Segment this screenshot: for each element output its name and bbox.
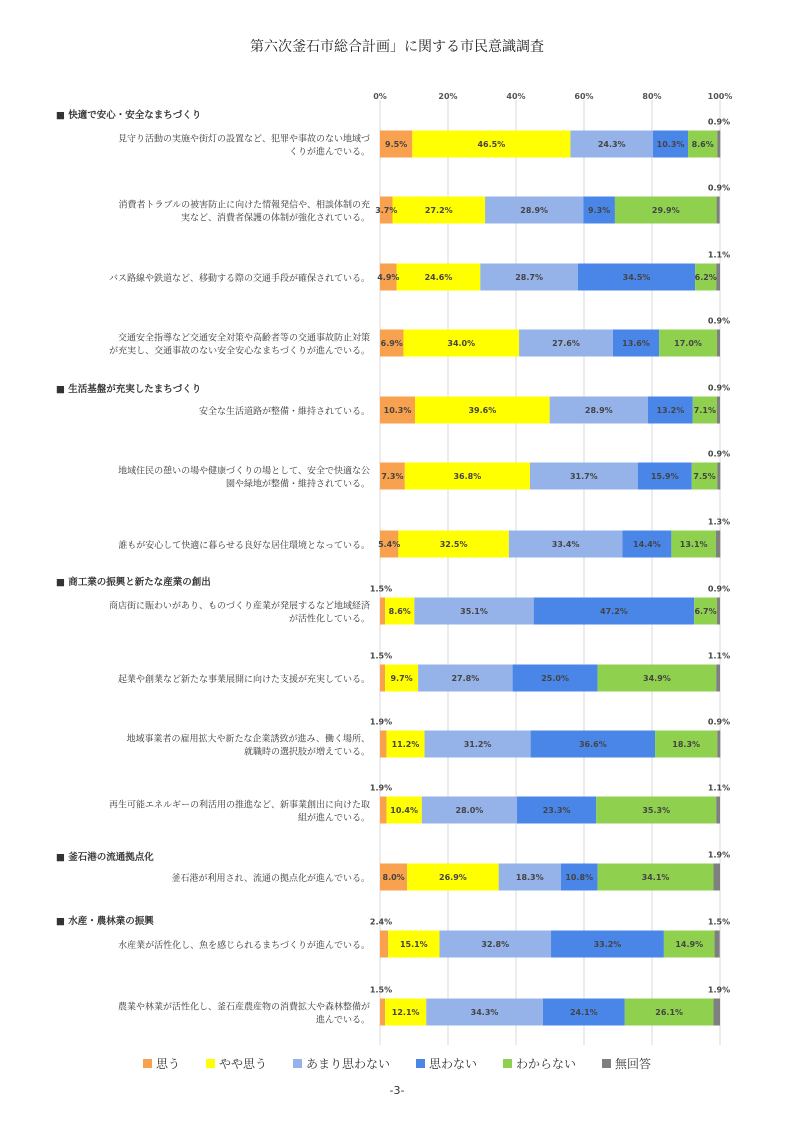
data-label: 1.5% — [369, 584, 393, 594]
bar-segment — [716, 797, 720, 824]
legend-item — [503, 1055, 576, 1072]
section-heading: ■ 商工業の振興と新たな産業の創出 — [56, 577, 211, 588]
legend-item — [143, 1055, 180, 1072]
data-label: 0.9% — [707, 584, 731, 594]
legend — [0, 1055, 794, 1072]
x-tick-label: 20% — [438, 92, 458, 101]
data-label: 15.9% — [650, 472, 679, 481]
data-label: 36.6% — [578, 740, 607, 749]
bar-segment — [715, 931, 720, 958]
x-tick-label: 80% — [642, 92, 662, 101]
data-label: 4.9% — [377, 273, 400, 282]
data-label: 1.5% — [707, 917, 731, 927]
data-label: 34.5% — [622, 273, 651, 282]
data-label: 1.9% — [707, 985, 731, 995]
data-label: 39.6% — [468, 406, 497, 415]
bar-segment — [380, 999, 385, 1026]
row-label: 就職時の選択肢が増えている。 — [243, 747, 370, 758]
data-label: 24.1% — [569, 1008, 598, 1017]
data-label: 0.9% — [707, 449, 731, 459]
data-label: 32.8% — [481, 940, 510, 949]
section-heading: ■ 快適で安心・安全なまちづくり — [56, 110, 202, 121]
bar-segment — [717, 397, 720, 424]
data-label: 8.6% — [388, 607, 411, 616]
page-number: -3- — [389, 1084, 405, 1097]
data-label: 10.8% — [565, 873, 594, 882]
legend-swatch — [602, 1059, 611, 1068]
x-tick-label: 40% — [506, 92, 526, 101]
bar-segment — [714, 864, 720, 891]
data-label: 7.1% — [693, 406, 716, 415]
data-label: 12.1% — [391, 1008, 420, 1017]
legend-label: わからない — [516, 1057, 577, 1071]
row-label: 安全な生活道路が整備・維持されている。 — [198, 407, 370, 417]
data-label: 34.3% — [470, 1008, 499, 1017]
data-label: 34.0% — [447, 339, 476, 348]
bar-segment — [716, 531, 720, 558]
row-label: 消費者トラブルの被害防止に向けた情報発信や、相談体制の充 — [118, 200, 370, 211]
data-label: 1.5% — [369, 651, 393, 661]
row-label: 釜石港が利用され、流通の拠点化が進んでいる。 — [171, 874, 370, 884]
data-label: 28.0% — [455, 806, 484, 815]
data-label: 23.3% — [542, 806, 571, 815]
bar-segment — [717, 197, 720, 224]
section-heading: ■ 生活基盤が充実したまちづくり — [56, 384, 202, 395]
data-label: 10.4% — [390, 806, 419, 815]
data-label: 13.6% — [622, 339, 650, 348]
data-label: 35.1% — [460, 607, 488, 616]
legend-item — [416, 1055, 477, 1072]
data-label: 0.9% — [707, 717, 731, 727]
data-label: 26.9% — [439, 873, 467, 882]
data-label: 18.3% — [515, 873, 544, 882]
legend-item — [293, 1055, 390, 1072]
data-label: 27.2% — [424, 206, 453, 215]
data-label: 1.9% — [369, 717, 393, 727]
bar-segment — [380, 598, 385, 625]
data-label: 5.4% — [378, 540, 401, 549]
row-label: 組が進んでいる。 — [297, 813, 370, 824]
data-label: 14.4% — [633, 540, 661, 549]
data-label: 2.4% — [369, 917, 393, 927]
row-label: 地域事業者の雇用拡大や新たな企業誘致が進み、働く場所、 — [126, 734, 370, 745]
data-label: 0.9% — [707, 316, 731, 326]
data-label: 9.5% — [385, 140, 408, 149]
legend-label: 無回答 — [615, 1057, 652, 1071]
bar-segment — [717, 463, 720, 490]
legend-swatch — [206, 1059, 215, 1068]
bar-segment — [380, 797, 386, 824]
data-label: 1.1% — [707, 250, 731, 260]
data-label: 26.1% — [655, 1008, 684, 1017]
row-label: バス路線や鉄道など、移動する際の交通手段が確保されている。 — [108, 274, 370, 284]
data-label: 7.3% — [381, 472, 404, 481]
data-label: 10.3% — [656, 140, 685, 149]
row-label: 交通安全指導など交通安全対策や高齢者等の交通事故防止対策 — [117, 333, 370, 344]
row-label: 水産業が活性化し、魚を感じられるまちづくりが進んでいる。 — [118, 941, 370, 951]
data-label: 1.9% — [707, 850, 731, 860]
data-label: 15.1% — [399, 940, 428, 949]
data-label: 27.6% — [552, 339, 580, 348]
bar-segment — [380, 665, 385, 692]
data-label: 28.9% — [520, 206, 549, 215]
row-label: 農業や林業が活性化し、釜石産農産物の消費拡大や森林整備が — [117, 1002, 370, 1013]
data-label: 10.3% — [383, 406, 412, 415]
data-label: 25.0% — [541, 674, 569, 683]
data-label: 1.5% — [369, 985, 393, 995]
row-label: 見守り活動の実施や街灯の設置など、犯罪や事故のない地域づ — [117, 134, 370, 145]
data-label: 32.5% — [439, 540, 468, 549]
legend-label: 思わない — [429, 1057, 478, 1071]
x-tick-label: 0% — [373, 92, 387, 101]
row-label: 起業や創業など新たな事業展開に向けた支援が充実している。 — [117, 675, 370, 685]
legend-label: あまり思わない — [305, 1057, 390, 1071]
legend-item — [602, 1055, 651, 1072]
data-label: 24.3% — [597, 140, 626, 149]
legend-swatch — [143, 1059, 152, 1068]
data-label: 29.9% — [651, 206, 680, 215]
data-label: 34.9% — [643, 674, 671, 683]
bar-segment — [717, 598, 720, 625]
legend-swatch — [416, 1059, 425, 1068]
data-label: 31.7% — [569, 472, 598, 481]
data-label: 6.9% — [380, 339, 403, 348]
data-label: 8.6% — [691, 140, 714, 149]
data-label: 33.2% — [593, 940, 622, 949]
row-label: 商店街に賑わいがあり、ものづくり産業が発展するなど地域経済 — [108, 601, 370, 612]
data-label: 0.9% — [707, 383, 731, 393]
row-label: 進んでいる。 — [315, 1015, 370, 1026]
data-label: 27.8% — [451, 674, 480, 683]
data-label: 47.2% — [600, 607, 628, 616]
data-label: 24.6% — [424, 273, 453, 282]
chart-title: 第六次釜石市総合計画」に関する市民意識調査 — [250, 39, 544, 55]
data-label: 35.3% — [642, 806, 671, 815]
data-label: 6.7% — [694, 607, 717, 616]
bar-segment — [717, 131, 720, 158]
data-label: 31.2% — [463, 740, 492, 749]
data-label: 34.1% — [641, 873, 670, 882]
row-label: が活性化している。 — [288, 614, 370, 625]
row-label: 実など、消費者保護の体制が強化されている。 — [180, 213, 370, 224]
legend-swatch — [293, 1059, 302, 1068]
data-label: 1.1% — [707, 783, 731, 793]
data-label: 33.4% — [551, 540, 580, 549]
row-label: 地域住民の憩いの場や健康づくりの場として、安全で快適な公 — [118, 466, 370, 477]
bar-segment — [380, 931, 388, 958]
bar-segment — [717, 731, 720, 758]
data-label: 3.7% — [375, 206, 398, 215]
bar-segment — [717, 330, 720, 357]
bar-segment — [380, 731, 386, 758]
data-label: 0.9% — [707, 183, 731, 193]
data-label: 14.9% — [675, 940, 704, 949]
section-heading: ■ 釜石港の流通拠点化 — [56, 852, 154, 863]
x-tick-label: 100% — [707, 92, 733, 101]
data-label: 13.2% — [656, 406, 685, 415]
legend-label: やや思う — [218, 1057, 267, 1071]
bar-segment — [714, 999, 720, 1026]
data-label: 6.2% — [694, 273, 717, 282]
row-label: 園や緑地が整備・維持されている。 — [225, 479, 370, 490]
legend-label: 思う — [155, 1057, 180, 1071]
x-tick-label: 60% — [574, 92, 594, 101]
legend-item — [206, 1055, 267, 1072]
data-label: 36.8% — [453, 472, 482, 481]
data-label: 1.3% — [707, 517, 731, 527]
row-label: くりが進んでいる。 — [288, 147, 370, 158]
bar-segment — [716, 665, 720, 692]
data-label: 46.5% — [477, 140, 506, 149]
section-heading: ■ 水産・農林業の振興 — [56, 916, 154, 927]
data-label: 17.0% — [674, 339, 702, 348]
data-label: 9.3% — [588, 206, 611, 215]
data-label: 0.9% — [707, 117, 731, 127]
data-label: 11.2% — [391, 740, 420, 749]
data-label: 1.1% — [707, 651, 731, 661]
data-label: 1.9% — [369, 783, 393, 793]
row-label: 誰もが安心して快適に暮らせる良好な居住環境となっている。 — [118, 541, 370, 551]
data-label: 28.7% — [515, 273, 543, 282]
row-label: が充実し、交通事故のない安全安心なまちづくりが進んでいる。 — [109, 346, 370, 357]
data-label: 18.3% — [672, 740, 701, 749]
data-label: 9.7% — [390, 674, 413, 683]
legend-swatch — [503, 1059, 512, 1068]
data-label: 8.0% — [382, 873, 405, 882]
data-label: 7.5% — [693, 472, 716, 481]
data-label: 13.1% — [679, 540, 708, 549]
data-label: 28.9% — [584, 406, 613, 415]
row-label: 再生可能エネルギーの利活用の推進など、新事業創出に向けた取 — [108, 800, 370, 811]
